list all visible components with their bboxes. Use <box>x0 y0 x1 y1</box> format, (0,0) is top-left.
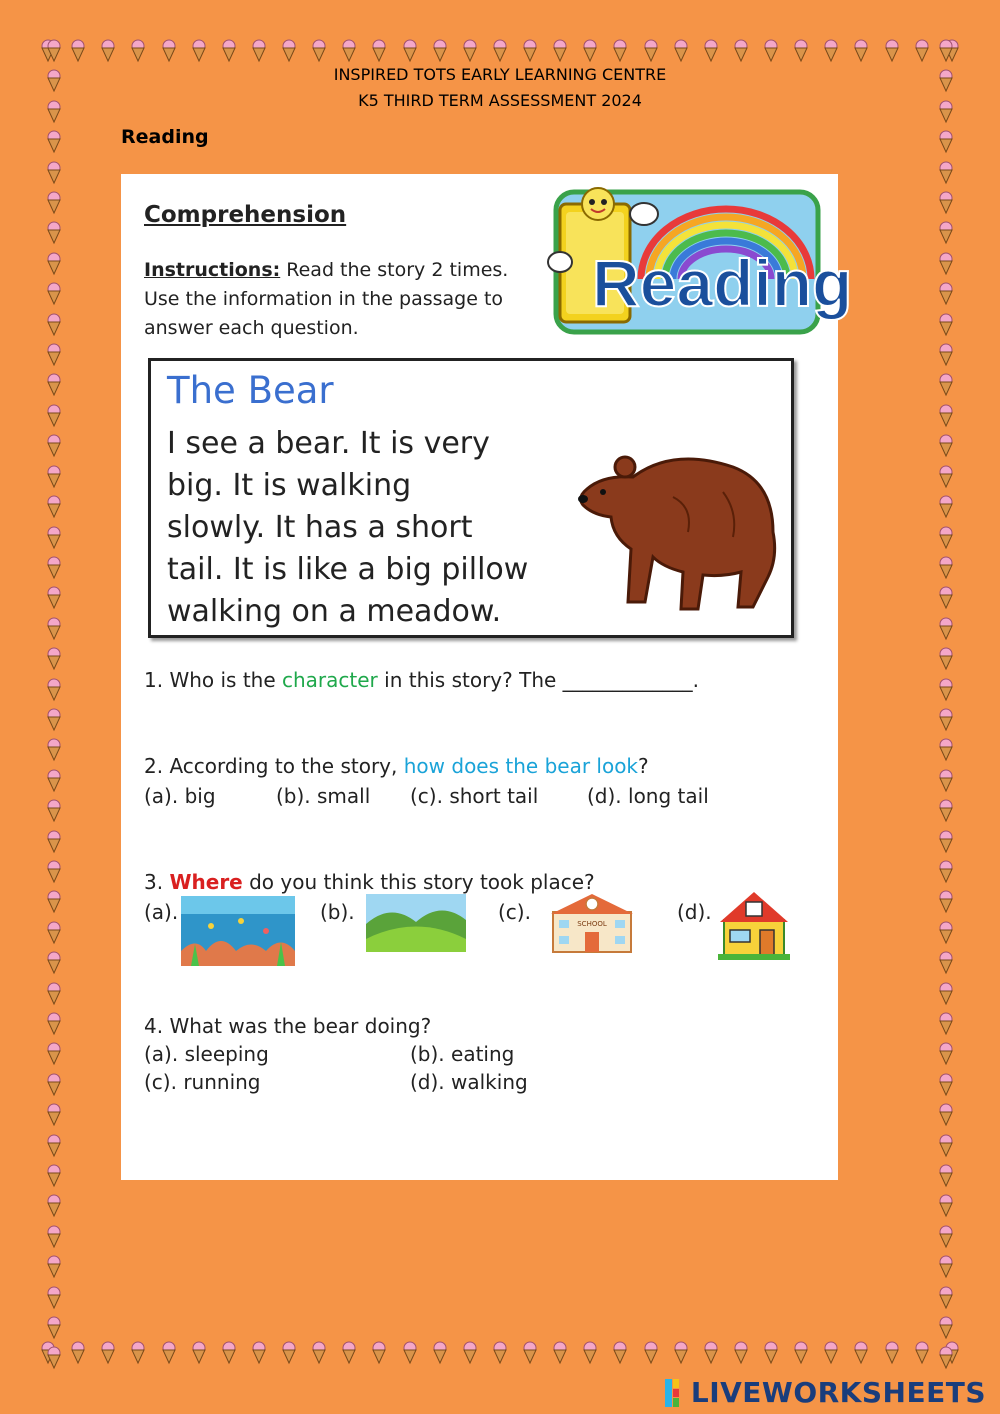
ice-cream-cone-icon <box>46 466 62 488</box>
liveworksheets-brand <box>665 1376 986 1409</box>
ice-cream-cone-icon <box>703 1342 719 1374</box>
ice-cream-cone-icon <box>492 1342 508 1374</box>
question-1-highlight: character <box>282 668 378 692</box>
border-right <box>930 40 962 1370</box>
ice-cream-cone-icon <box>733 1342 749 1374</box>
section-label: Reading <box>121 126 209 148</box>
ice-cream-cone-icon <box>938 922 954 944</box>
ice-cream-cone-icon <box>938 527 954 549</box>
instructions <box>144 256 544 343</box>
ice-cream-cone-icon <box>46 1287 62 1309</box>
ice-cream-cone-icon <box>46 709 62 731</box>
border-left <box>38 40 70 1370</box>
ice-cream-cone-icon <box>46 314 62 336</box>
ice-cream-cone-icon <box>46 222 62 244</box>
story-line: walking on a meadow. <box>167 594 502 629</box>
ice-cream-cone-icon <box>46 1226 62 1248</box>
worksheet-image <box>121 174 853 1180</box>
ice-cream-cone-icon <box>46 1165 62 1187</box>
q4-option-b: (b). eating <box>410 1042 515 1066</box>
ice-cream-cone-icon <box>341 1342 357 1374</box>
ice-cream-cone-icon <box>884 1342 900 1374</box>
ice-cream-cone-icon <box>938 466 954 488</box>
q2-option-c: (c). short tail <box>410 784 539 808</box>
ice-cream-cone-icon <box>823 1342 839 1374</box>
ice-cream-cone-icon <box>938 222 954 244</box>
ice-cream-cone-icon <box>938 131 954 153</box>
ice-cream-cone-icon <box>938 952 954 974</box>
ice-cream-cone-icon <box>938 1226 954 1248</box>
q2-option-a: (a). big <box>144 784 216 808</box>
ice-cream-cone-icon <box>938 192 954 214</box>
ice-cream-cone-icon <box>46 344 62 366</box>
instructions-line1: Read the story 2 times. <box>280 259 509 281</box>
q2-option-d: (d). long tail <box>587 784 709 808</box>
ice-cream-cone-icon <box>46 861 62 883</box>
ice-cream-cone-icon <box>46 831 62 853</box>
ice-cream-cone-icon <box>46 648 62 670</box>
ice-cream-cone-icon <box>938 891 954 913</box>
school-building-icon <box>549 890 635 954</box>
ice-cream-cone-icon <box>938 314 954 336</box>
ice-cream-cone-icon <box>402 1342 418 1374</box>
ice-cream-cone-icon <box>643 1342 659 1374</box>
ice-cream-cone-icon <box>46 527 62 549</box>
q3-option-a: (a). <box>144 900 179 924</box>
ice-cream-cone-icon <box>938 162 954 184</box>
ice-cream-cone-icon <box>46 1347 62 1369</box>
house-icon <box>718 886 790 960</box>
question-1-text-end: in this story? The <box>377 668 563 692</box>
ice-cream-cone-icon <box>311 1342 327 1374</box>
ice-cream-cone-icon <box>938 739 954 761</box>
ice-cream-cone-icon <box>46 374 62 396</box>
ice-cream-cone-icon <box>938 861 954 883</box>
question-3-text: 3. <box>144 870 170 894</box>
story-line: tail. It is like a big pillow <box>167 552 529 587</box>
ice-cream-cone-icon <box>763 1342 779 1374</box>
ice-cream-cone-icon <box>938 1043 954 1065</box>
q4-option-a: (a). sleeping <box>144 1042 269 1066</box>
ice-cream-cone-icon <box>46 405 62 427</box>
ice-cream-cone-icon <box>46 283 62 305</box>
ice-cream-cone-icon <box>938 40 954 62</box>
ice-cream-cone-icon <box>938 1256 954 1278</box>
assessment-title: K5 THIRD TERM ASSESSMENT 2024 <box>358 91 642 110</box>
ice-cream-cone-icon <box>938 253 954 275</box>
ice-cream-cone-icon <box>612 1342 628 1374</box>
instructions-label: Instructions: <box>144 259 281 281</box>
ice-cream-cone-icon <box>46 739 62 761</box>
ice-cream-cone-icon <box>46 800 62 822</box>
ice-cream-cone-icon <box>938 405 954 427</box>
ice-cream-cone-icon <box>46 1195 62 1217</box>
question-4: 4. What was the bear doing? <box>144 1014 432 1038</box>
ice-cream-cone-icon <box>130 1342 146 1374</box>
ice-cream-cone-icon <box>938 983 954 1005</box>
ice-cream-cone-icon <box>938 800 954 822</box>
ice-cream-cone-icon <box>938 283 954 305</box>
ice-cream-cone-icon <box>191 1342 207 1374</box>
ice-cream-cone-icon <box>938 1013 954 1035</box>
ice-cream-cone-icon <box>46 1317 62 1339</box>
ice-cream-cone-icon <box>552 1342 568 1374</box>
ice-cream-cone-icon <box>161 1342 177 1374</box>
ice-cream-cone-icon <box>46 192 62 214</box>
q2-option-b: (b). small <box>276 784 371 808</box>
ice-cream-cone-icon <box>46 557 62 579</box>
border-bottom <box>40 1342 960 1374</box>
q3-option-b: (b). <box>320 900 355 924</box>
ice-cream-cone-icon <box>221 1342 237 1374</box>
ice-cream-cone-icon <box>46 679 62 701</box>
ice-cream-cone-icon <box>46 1013 62 1035</box>
ice-cream-cone-icon <box>938 496 954 518</box>
ice-cream-cone-icon <box>46 496 62 518</box>
ice-cream-cone-icon <box>46 131 62 153</box>
ice-cream-cone-icon <box>46 253 62 275</box>
ice-cream-cone-icon <box>938 557 954 579</box>
school-name: INSPIRED TOTS EARLY LEARNING CENTRE <box>333 65 667 84</box>
ice-cream-cone-icon <box>100 1342 116 1374</box>
question-1 <box>144 666 699 695</box>
ice-cream-cone-icon <box>46 891 62 913</box>
brand-text: LIVEWORKSHEETS <box>690 1376 986 1409</box>
question-2-highlight: how does the bear look <box>403 754 639 778</box>
meadow-hills-icon <box>366 894 466 952</box>
ice-cream-cone-icon <box>938 374 954 396</box>
ice-cream-cone-icon <box>371 1342 387 1374</box>
question-2-text-end: ? <box>638 754 649 778</box>
ice-cream-cone-icon <box>46 1104 62 1126</box>
underwater-reef-icon <box>181 896 295 966</box>
ice-cream-cone-icon <box>281 1342 297 1374</box>
ice-cream-cone-icon <box>462 1342 478 1374</box>
question-1-text: 1. Who is the <box>144 668 282 692</box>
ice-cream-cone-icon <box>46 1256 62 1278</box>
ice-cream-cone-icon <box>46 162 62 184</box>
ice-cream-cone-icon <box>46 952 62 974</box>
ice-cream-cone-icon <box>938 709 954 731</box>
ice-cream-cone-icon <box>46 40 62 62</box>
ice-cream-cone-icon <box>938 1165 954 1187</box>
answer-blank: _____________. <box>562 668 700 692</box>
ice-cream-cone-icon <box>938 618 954 640</box>
instructions-line2: Use the information in the passage to <box>144 288 504 310</box>
ice-cream-cone-icon <box>938 587 954 609</box>
story-box <box>148 358 794 638</box>
ice-cream-cone-icon <box>938 679 954 701</box>
ice-cream-cone-icon <box>432 1342 448 1374</box>
question-3 <box>144 868 595 897</box>
ice-cream-cone-icon <box>938 648 954 670</box>
ice-cream-cone-icon <box>793 1342 809 1374</box>
ice-cream-cone-icon <box>938 1195 954 1217</box>
q3-option-c: (c). <box>498 900 531 924</box>
logo-letter-r: Reading <box>592 246 853 320</box>
ice-cream-cone-icon <box>938 831 954 853</box>
ice-cream-cone-icon <box>673 1342 689 1374</box>
ice-cream-cone-icon <box>251 1342 267 1374</box>
ice-cream-cone-icon <box>46 770 62 792</box>
story-text <box>167 423 597 633</box>
question-3-highlight: Where <box>169 870 243 894</box>
question-3-text-end: do you think this story took place? <box>242 870 595 894</box>
story-line: slowly. It has a short <box>167 510 473 545</box>
ice-cream-cone-icon <box>938 1135 954 1157</box>
ice-cream-cone-icon <box>853 1342 869 1374</box>
ice-cream-cone-icon <box>46 618 62 640</box>
ice-cream-cone-icon <box>938 770 954 792</box>
question-2 <box>144 752 649 781</box>
ice-cream-cone-icon <box>938 1104 954 1126</box>
story-line: big. It is walking <box>167 468 412 503</box>
ice-cream-cone-icon <box>46 435 62 457</box>
ice-cream-cone-icon <box>46 1043 62 1065</box>
ice-cream-cone-icon <box>46 1135 62 1157</box>
instructions-line3: answer each question. <box>144 317 359 339</box>
reading-logo <box>546 184 853 338</box>
question-2-text: 2. According to the story, <box>144 754 404 778</box>
liveworksheets-logo-icon <box>665 1379 687 1407</box>
q4-option-c: (c). running <box>144 1070 261 1094</box>
page-header <box>0 62 1000 114</box>
ice-cream-cone-icon <box>522 1342 538 1374</box>
ice-cream-cone-icon <box>70 1342 86 1374</box>
ice-cream-cone-icon <box>46 587 62 609</box>
bear-icon <box>573 437 783 613</box>
ice-cream-cone-icon <box>938 344 954 366</box>
ice-cream-cone-icon <box>46 1074 62 1096</box>
comprehension-title: Comprehension <box>144 202 347 228</box>
story-title: The Bear <box>167 369 334 412</box>
ice-cream-cone-icon <box>938 1074 954 1096</box>
story-line: I see a bear. It is very <box>167 426 490 461</box>
ice-cream-cone-icon <box>938 1347 954 1369</box>
q4-option-d: (d). walking <box>410 1070 528 1094</box>
ice-cream-cone-icon <box>938 1287 954 1309</box>
ice-cream-cone-icon <box>46 922 62 944</box>
ice-cream-cone-icon <box>582 1342 598 1374</box>
q3-option-d: (d). <box>677 900 712 924</box>
ice-cream-cone-icon <box>938 435 954 457</box>
ice-cream-cone-icon <box>938 1317 954 1339</box>
ice-cream-cone-icon <box>914 1342 930 1374</box>
ice-cream-cone-icon <box>46 983 62 1005</box>
school-sign: SCHOOL <box>577 920 607 928</box>
